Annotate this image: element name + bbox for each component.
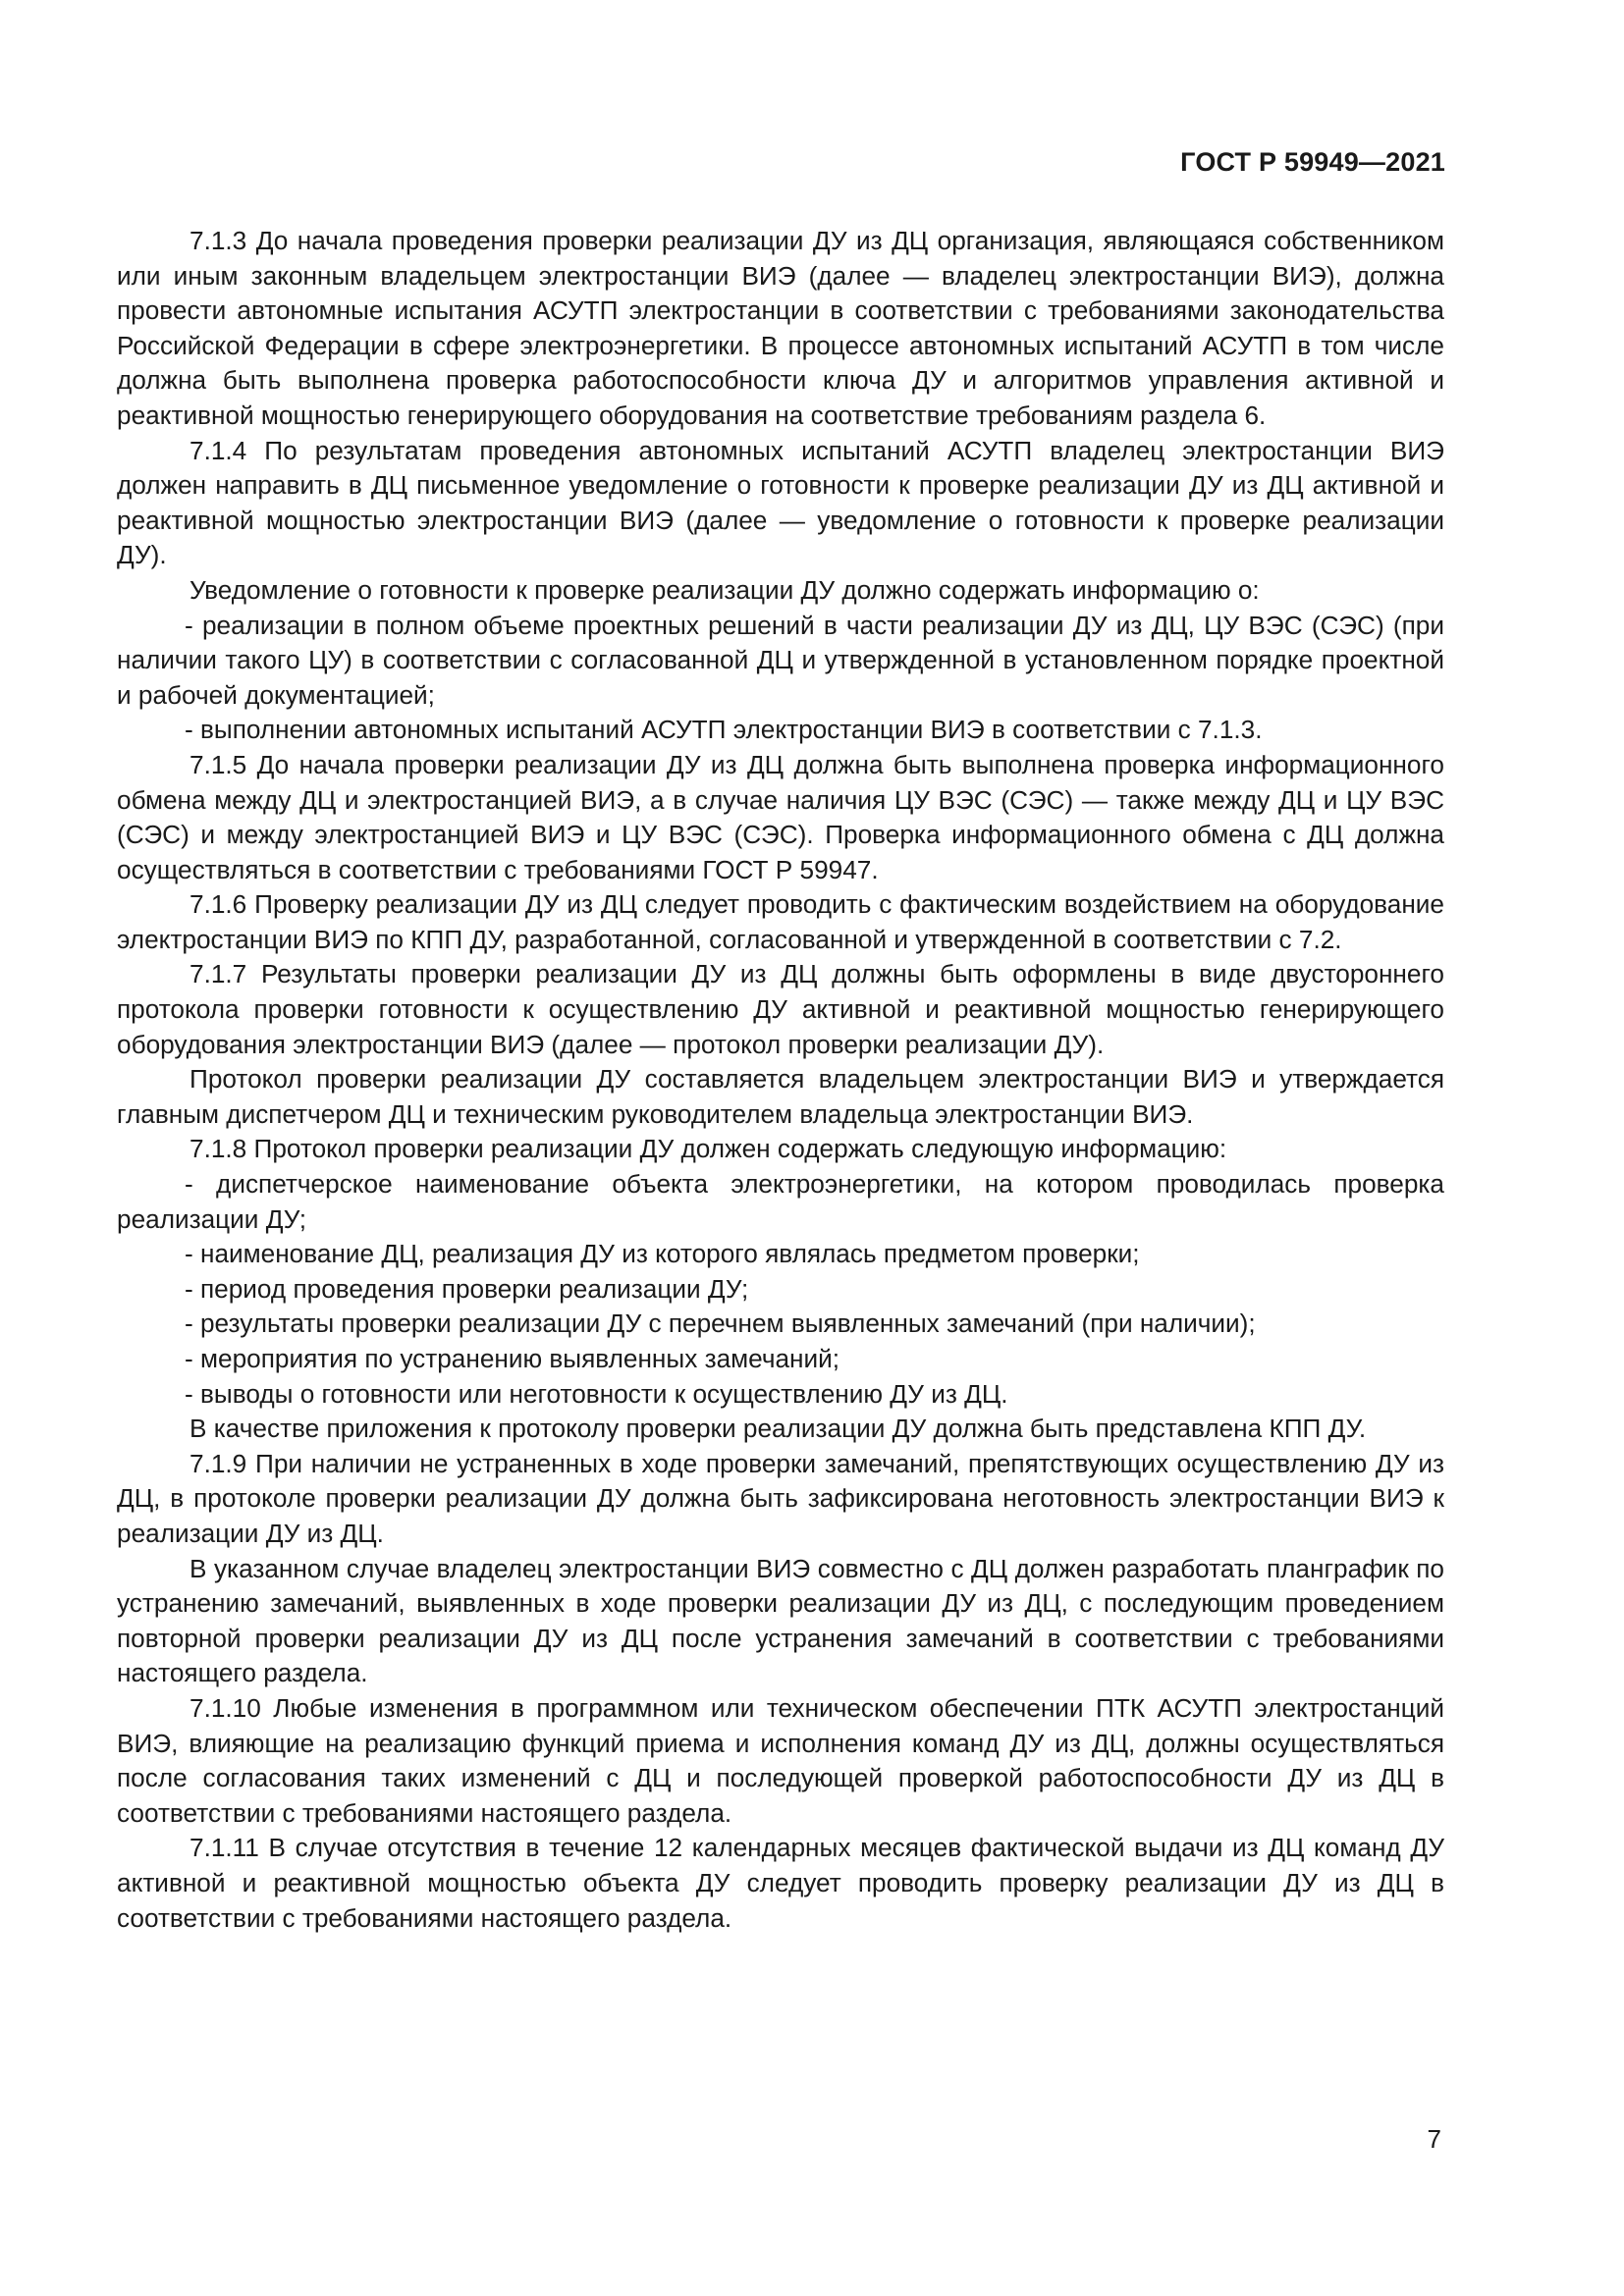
list-item: - результаты проверки реализации ДУ с перечнем выявленных замечаний (при наличии); [185,1308,1256,1339]
list-item: - реализации в полном объеме проектных решений в части реализации ДУ из ДЦ, ЦУ ВЭС (СЭС) (при наличии такого ЦУ) в соответствии с согласованной ДЦ и утвержденной в установленном порядке проектной и рабочей документацией; [117,610,1444,710]
list-item: - мероприятия по устранению выявленных замечаний; [185,1344,840,1373]
paragraph-7-1-11: 7.1.11 В случае отсутствия в течение 12 календарных месяцев фактической выдачи из ДЦ команд ДУ активной и реактивной мощностью объекта ДУ следует проводить проверку реализации ДУ из ДЦ в соответствии с требованиями настоящего раздела. [117,1833,1444,1933]
paragraph-7-1-5: 7.1.5 До начала проверки реализации ДУ из ДЦ должна быть выполнена проверка информационного обмена между ДЦ и электростанцией ВИЭ, а в случае наличия ЦУ ВЭС (СЭС) — также между ДЦ и ЦУ ВЭС (СЭС) и между электростанцией ВИЭ и ЦУ ВЭС (СЭС). Проверка информационного обмена с ДЦ должна осуществляться в соответствии с требованиями ГОСТ Р 59947. [117,749,1444,884]
list-item: - диспетчерское наименование объекта электроэнергетики, на котором проводилась проверка реализации ДУ; [117,1169,1444,1234]
paragraph-7-1-4: 7.1.4 По результатам проведения автономных испытаний АСУТП владелец электростанции ВИЭ должен направить в ДЦ письменное уведомление о готовности к проверке реализации ДУ из ДЦ активной и реактивной мощностью электростанции ВИЭ (далее — уведомление о готовности к проверке реализации ДУ). [117,435,1444,570]
list-item: - период проведения проверки реализации ДУ; [185,1273,749,1304]
list-item: - выводы о готовности или неготовности к осуществлению ДУ из ДЦ. [185,1378,1008,1409]
paragraph: Уведомление о готовности к проверке реализации ДУ должно содержать информацию о: [189,574,1260,605]
paragraph: В указанном случае владелец электростанции ВИЭ совместно с ДЦ должен разработать планграфик по устранению замечаний, выявленных в ходе проверки реализации ДУ из ДЦ, с последующим проведением повторной проверки реализации ДУ из ДЦ после устранения замечаний в соответствии с требованиями настоящего раздела. [117,1553,1444,1688]
paragraph-7-1-6: 7.1.6 Проверку реализации ДУ из ДЦ следует проводить с фактическим воздействием на оборудование электростанции ВИЭ по КПП ДУ, разработанной, согласованной и утвержденной в соответствии с 7.2. [117,889,1444,954]
paragraph-7-1-10: 7.1.10 Любые изменения в программном или техническом обеспечении ПТК АСУТП электростанций ВИЭ, влияющие на реализацию функций приема и исполнения команд ДУ из ДЦ, должны осуществляться после согласования таких изменений с ДЦ и последующей проверкой работоспособности ДУ из ДЦ в соответствии с требованиями настоящего раздела. [117,1692,1444,1828]
document-body [117,224,1444,1936]
list-item: - выполнении автономных испытаний АСУТП электростанции ВИЭ в соответствии с 7.1.3. [185,715,1263,745]
paragraph-7-1-3: 7.1.3 До начала проведения проверки реализации ДУ из ДЦ организация, являющаяся собственником или иным законным владельцем электростанции ВИЭ (далее — владелец электростанции ВИЭ), должна провести автономные испытания АСУТП электростанции в соответствии с требованиями законодательства Российской Федерации в сфере электроэнергетики. В процессе автономных испытаний АСУТП в том числе должна быть выполнена проверка работоспособности ключа ДУ и алгоритмов управления активной и реактивной мощностью генерирующего оборудования на соответствие требованиям раздела 6. [117,226,1444,430]
paragraph: В качестве приложения к протоколу проверки реализации ДУ должна быть представлена КПП ДУ. [189,1414,1367,1444]
document-header-id: ГОСТ Р 59949—2021 [1180,147,1445,177]
paragraph-7-1-9: 7.1.9 При наличии не устраненных в ходе проверки замечаний, препятствующих осуществлению ДУ из ДЦ, в протоколе проверки реализации ДУ должна быть зафиксирована неготовность электростанции ВИЭ к реализации ДУ из ДЦ. [117,1448,1444,1548]
list-item: - наименование ДЦ, реализация ДУ из которого являлась предметом проверки; [185,1239,1140,1269]
page-number: 7 [1427,2124,1441,2154]
paragraph: Протокол проверки реализации ДУ составляется владельцем электростанции ВИЭ и утверждается главным диспетчером ДЦ и техническим руководителем владельца электростанции ВИЭ. [117,1064,1444,1129]
paragraph-7-1-8: 7.1.8 Протокол проверки реализации ДУ должен содержать следующую информацию: [189,1134,1227,1164]
paragraph-7-1-7: 7.1.7 Результаты проверки реализации ДУ из ДЦ должны быть оформлены в виде двустороннего протокола проверки готовности к осуществлению ДУ активной и реактивной мощностью генерирующего оборудования электростанции ВИЭ (далее — протокол проверки реализации ДУ). [117,959,1444,1059]
